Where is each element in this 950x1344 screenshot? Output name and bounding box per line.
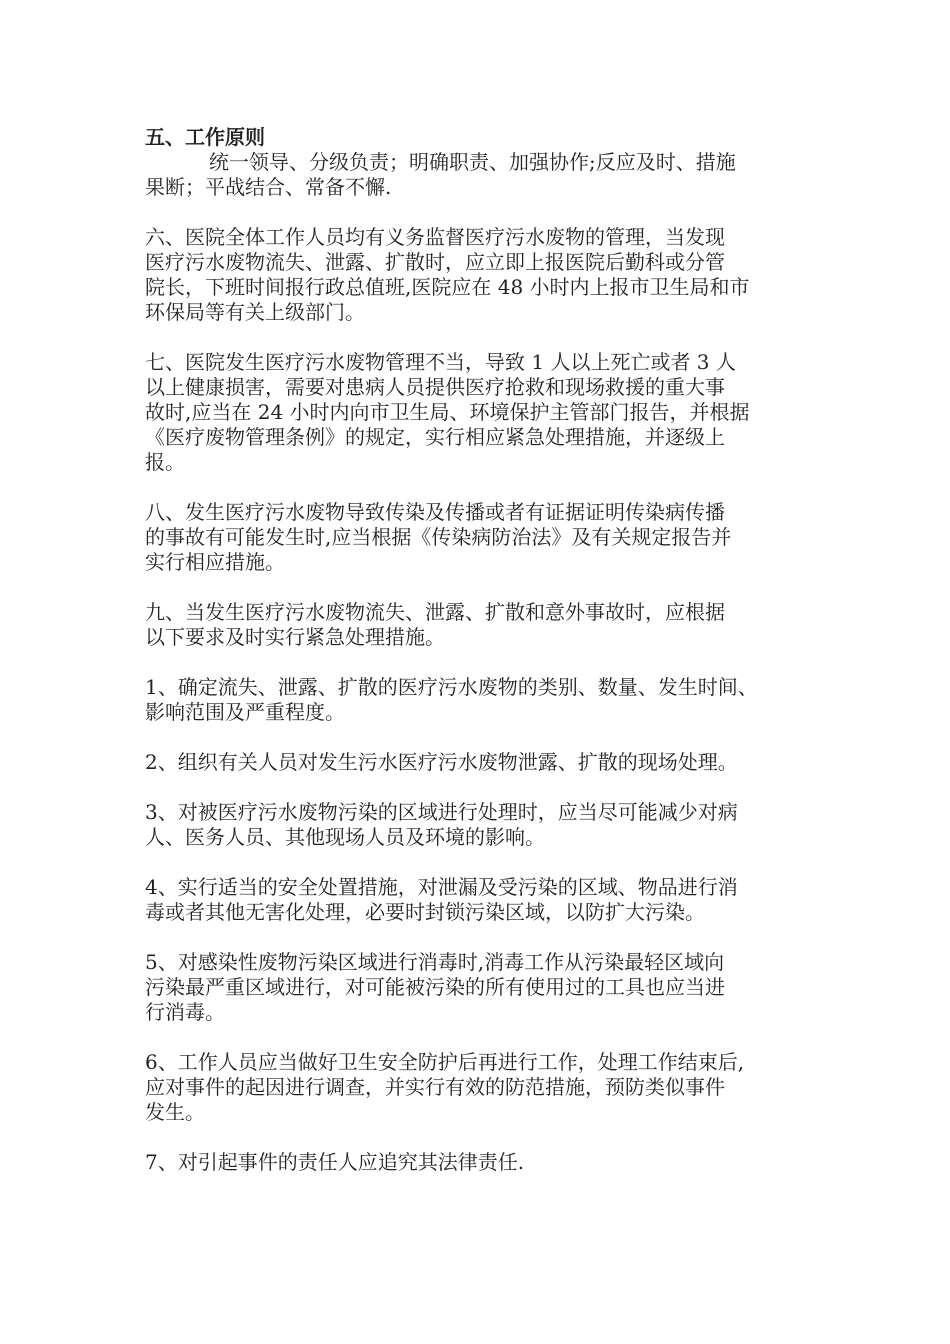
list-item-3: 3、对被医疗污水废物污染的区域进行处理时，应当尽可能减少对病 人、医务人员、其他现场人员及环境的影响。: [145, 800, 738, 849]
list-item-1: 1、确定流失、泄露、扩散的医疗污水废物的类别、数量、发生时间、 影响范围及严重程度。: [145, 675, 758, 724]
paragraph-8: 八、发生医疗污水废物导致传染及传播或者有证据证明传染病传播 的事故有可能发生时,应当根据《传染病防治法》及有关规定报告并 实行相应措施。: [145, 500, 732, 574]
paragraph-7: 七、医院发生医疗污水废物管理不当，导致 1 人以上死亡或者 3 人 以上健康损害，需要对患病人员提供医疗抢救和现场救援的重大事 故时,应当在 24 小时内向市卫生局、环境保护主管部门报告，并根据 《医疗废物管理条例》的规定，实行相应紧急处理措施，并逐级上 报。: [145, 350, 750, 474]
paragraph-6: 六、医院全体工作人员均有义务监督医疗污水废物的管理，当发现 医疗污水废物流失、泄露、扩散时，应立即上报医院后勤科或分管 院长，下班时间报行政总值班,医院应在 48 小时内上报市卫生局和市 环保局等有关上级部门。: [145, 225, 750, 324]
list-item-6: 6、工作人员应当做好卫生安全防护后再进行工作，处理工作结束后, 应对事件的起因进行调查，并实行有效的防范措施，预防类似事件 发生。: [145, 1050, 745, 1124]
list-item-2: 2、组织有关人员对发生污水医疗污水废物泄露、扩散的现场处理。: [145, 750, 738, 774]
paragraph-9: 九、当发生医疗污水废物流失、泄露、扩散和意外事故时，应根据 以下要求及时实行紧急处理措施。: [145, 600, 725, 649]
principles-paragraph: 统一领导、分级负责；明确职责、加强协作;反应及时、措施 果断；平战结合、常备不懈.: [145, 150, 736, 199]
list-item-7: 7、对引起事件的责任人应追究其法律责任.: [145, 1150, 525, 1174]
document-page: [145, 124, 825, 1175]
section-heading: 五、工作原则: [145, 125, 265, 149]
list-item-4: 4、实行适当的安全处置措施，对泄漏及受污染的区域、物品进行消 毒或者其他无害化处理，必要时封锁污染区域，以防扩大污染。: [145, 875, 738, 924]
list-item-5: 5、对感染性废物污染区域进行消毒时,消毒工作从污染最轻区域向 污染最严重区域进行，对可能被污染的所有使用过的工具也应当进 行消毒。: [145, 950, 725, 1024]
